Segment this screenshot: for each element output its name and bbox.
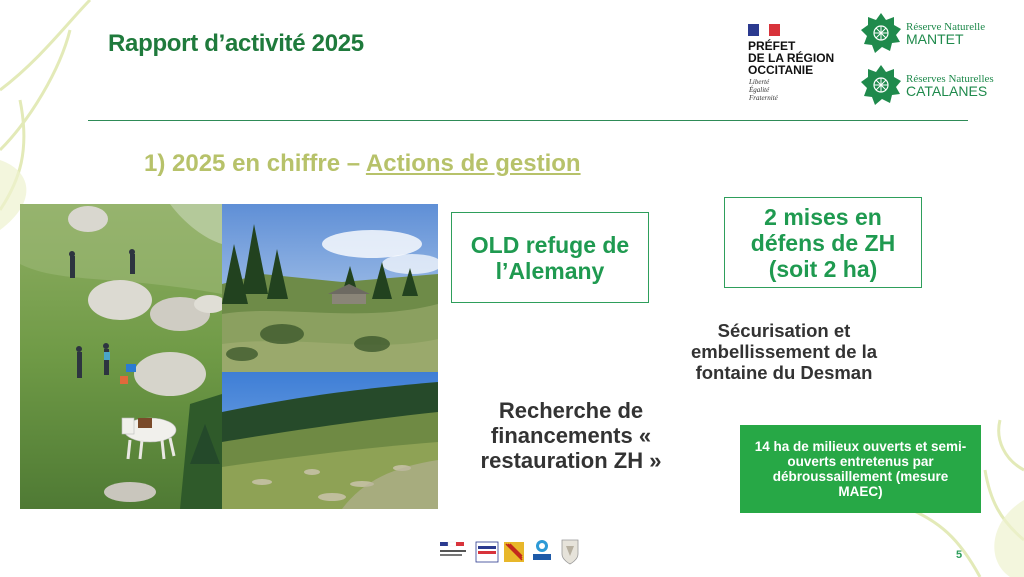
occitanie-logo-icon (504, 542, 524, 562)
prefecture-motto-line1: Liberté (749, 78, 770, 86)
page-title: Rapport d’activité 2025 (108, 30, 364, 57)
mantet-emblem-icon (860, 12, 902, 54)
french-flag-icon (748, 24, 780, 36)
section-title-prefix: 1) 2025 en chiffre – (144, 150, 366, 177)
mantet-logo (860, 12, 985, 54)
recherche-text: Recherche de financements « restauration ZH » (480, 398, 662, 473)
prefecture-name-line2: DE LA RÉGION (748, 51, 835, 65)
government-logo-icon (440, 542, 466, 556)
photo-wetland-meadow (222, 372, 438, 509)
old-refuge-text: OLD refuge de l’Alemany (470, 231, 630, 284)
mises-defens-text: 2 mises en défens de ZH (soit 2 ha) (750, 203, 896, 282)
commune-crest-icon (562, 540, 578, 564)
catalanes-emblem-icon (860, 64, 902, 106)
mantet-logo-line2: MANTET (906, 31, 964, 47)
mises-defens-box (724, 197, 922, 288)
partner-logos-strip (438, 534, 598, 568)
prefecture-motto-line2: Égalité (749, 86, 770, 94)
catalanes-logo-line1: Réserves Naturelles (906, 73, 994, 85)
page-number: 5 (956, 549, 963, 561)
prefecture-motto-line3: Fraternité (749, 94, 778, 102)
milieux-highlight-box (740, 425, 981, 513)
catalanes-logo-line2: CATALANES (906, 83, 988, 99)
prefecture-name (748, 40, 858, 76)
prefecture-motto (749, 78, 809, 102)
photo-forest-refuge (222, 204, 438, 372)
milieux-text: 14 ha de milieux ouverts et semi-ouverts entretenus par débroussaillement (mesure MAEC) (754, 439, 967, 499)
header-divider (88, 120, 968, 121)
photo-meadow-hikers-horse (20, 204, 222, 509)
old-refuge-box (451, 212, 649, 303)
france-relance-logo-icon (476, 542, 498, 562)
section-title (144, 150, 581, 178)
securisation-text: Sécurisation et embellissement de la fontaine du Desman (690, 320, 878, 383)
ofb-logo-icon (533, 540, 551, 560)
mantet-logo-line1: Réserve Naturelle (906, 21, 986, 33)
catalanes-logo (860, 64, 994, 106)
prefecture-name-line1: PRÉFET (748, 39, 796, 53)
section-title-highlight: Actions de gestion (365, 150, 581, 177)
prefecture-name-line3: OCCITANIE (748, 63, 814, 77)
